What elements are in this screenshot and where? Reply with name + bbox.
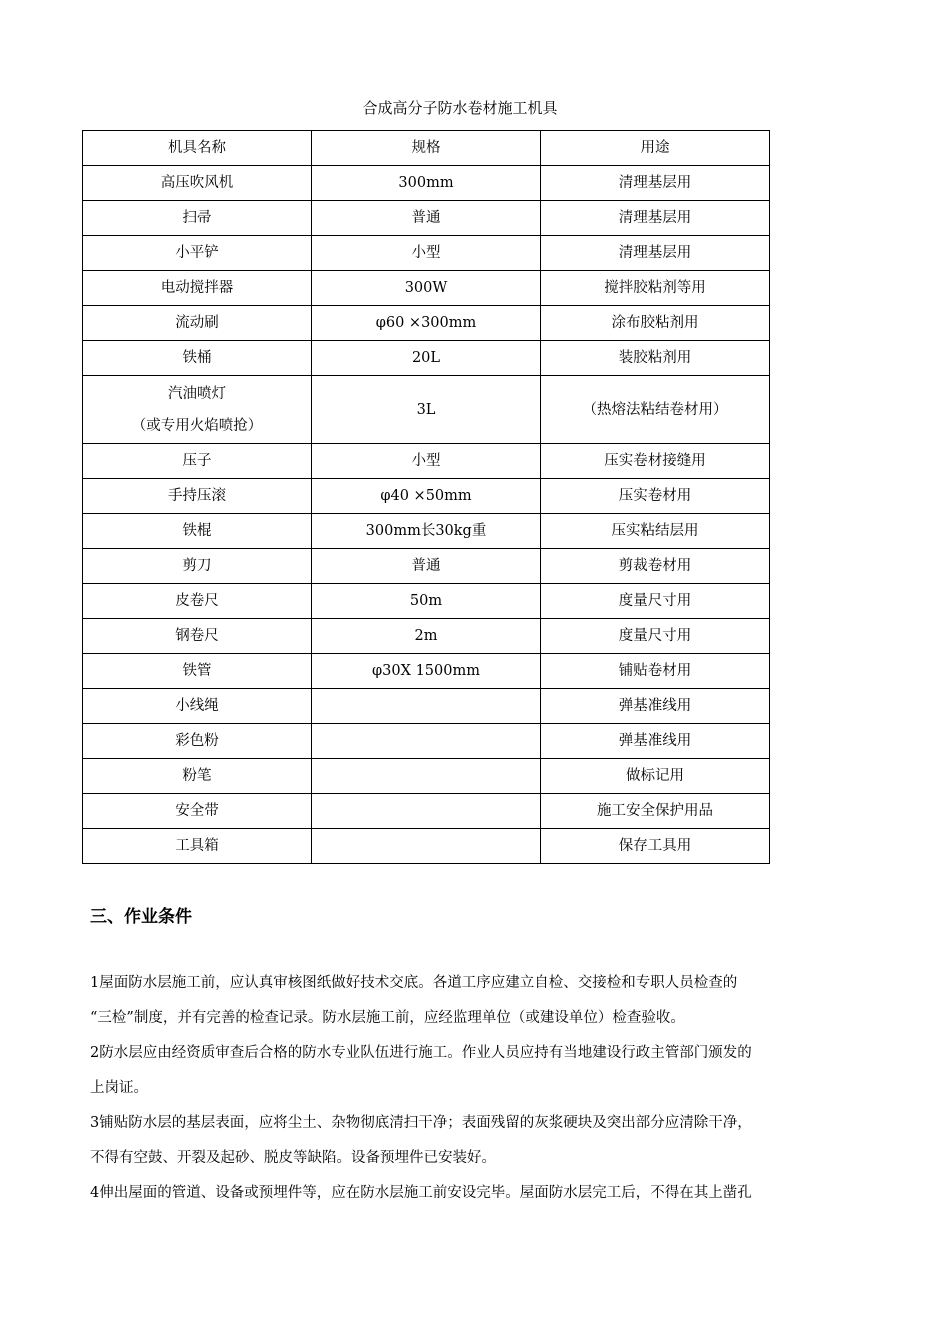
usage-cell: 清理基层用 — [541, 166, 770, 201]
usage-cell: （热熔法粘结卷材用） — [541, 376, 770, 444]
usage-cell: 做标记用 — [541, 759, 770, 794]
table-row — [83, 341, 770, 376]
spec-cell — [312, 759, 541, 794]
usage-cell: 弹基准线用 — [541, 724, 770, 759]
tool-name-cell — [83, 376, 312, 444]
spec-cell: 20L — [312, 341, 541, 376]
table-row — [83, 479, 770, 514]
table-row — [83, 376, 770, 444]
paragraph-line: 4伸出屋面的管道、设备或预埋件等，应在防水层施工前安设完毕。屋面防水层完工后，不得在其上凿孔 — [90, 1185, 752, 1201]
tool-name-cell: 小平铲 — [83, 236, 312, 271]
paragraph-2 — [90, 1036, 862, 1106]
usage-cell: 装胶粘剂用 — [541, 341, 770, 376]
header-tool-name: 机具名称 — [83, 131, 312, 166]
spec-cell: 2m — [312, 619, 541, 654]
tool-name-line-2: （或专用火焰喷抢） — [131, 417, 263, 434]
usage-cell: 清理基层用 — [541, 236, 770, 271]
section-heading: 三、作业条件 — [90, 907, 192, 927]
table-row — [83, 306, 770, 341]
usage-cell: 弹基准线用 — [541, 689, 770, 724]
tool-name-cell: 铁桶 — [83, 341, 312, 376]
tool-name-cell: 电动搅拌器 — [83, 271, 312, 306]
tool-name-cell: 铁棍 — [83, 514, 312, 549]
spec-cell: φ30X 1500mm — [312, 654, 541, 689]
spec-cell: φ60 ×300mm — [312, 306, 541, 341]
paragraph-line: 2防水层应由经资质审查后合格的防水专业队伍进行施工。作业人员应持有当地建设行政主管部门颁发的 — [90, 1045, 752, 1061]
header-usage: 用途 — [541, 131, 770, 166]
table-row — [83, 794, 770, 829]
spec-cell — [312, 724, 541, 759]
paragraph-3 — [90, 1106, 862, 1176]
usage-cell: 压实卷材用 — [541, 479, 770, 514]
tool-name-cell: 钢卷尺 — [83, 619, 312, 654]
table-row — [83, 619, 770, 654]
spec-cell: 300W — [312, 271, 541, 306]
header-spec: 规格 — [312, 131, 541, 166]
tool-name-cell: 手持压滚 — [83, 479, 312, 514]
tool-name-cell: 安全带 — [83, 794, 312, 829]
table-row — [83, 724, 770, 759]
tool-name-cell: 高压吹风机 — [83, 166, 312, 201]
spec-cell: φ40 ×50mm — [312, 479, 541, 514]
paragraph-4 — [90, 1176, 862, 1211]
usage-cell: 压实卷材接缝用 — [541, 444, 770, 479]
table-row — [83, 444, 770, 479]
table-row — [83, 584, 770, 619]
spec-cell — [312, 829, 541, 864]
table-row — [83, 166, 770, 201]
spec-cell: 小型 — [312, 236, 541, 271]
spec-cell: 300mm长30kg重 — [312, 514, 541, 549]
usage-cell: 压实粘结层用 — [541, 514, 770, 549]
table-row — [83, 689, 770, 724]
usage-cell: 保存工具用 — [541, 829, 770, 864]
table-row — [83, 759, 770, 794]
tool-name-line-1: 汽油喷灯 — [168, 385, 226, 402]
table-row — [83, 236, 770, 271]
spec-cell — [312, 794, 541, 829]
table-header-row — [83, 131, 770, 166]
spec-cell: 3L — [312, 376, 541, 444]
tools-table — [82, 130, 770, 864]
tool-name-cell: 剪刀 — [83, 549, 312, 584]
paragraph-line: 1屋面防水层施工前，应认真审核图纸做好技术交底。各道工序应建立自检、交接检和专职人员检查的 — [90, 975, 738, 991]
tool-name-cell: 工具箱 — [83, 829, 312, 864]
usage-cell: 度量尺寸用 — [541, 619, 770, 654]
tool-name-cell: 彩色粉 — [83, 724, 312, 759]
tool-name-cell: 扫帚 — [83, 201, 312, 236]
table-caption: 合成高分子防水卷材施工机具 — [362, 99, 558, 117]
table-row — [83, 549, 770, 584]
table-row — [83, 271, 770, 306]
usage-cell: 铺贴卷材用 — [541, 654, 770, 689]
table-row — [83, 514, 770, 549]
paragraph-1 — [90, 966, 862, 1036]
spec-cell: 普通 — [312, 201, 541, 236]
tool-name-cell: 粉笔 — [83, 759, 312, 794]
usage-cell: 度量尺寸用 — [541, 584, 770, 619]
paragraph-line: 3铺贴防水层的基层表面，应将尘土、杂物彻底清扫干净；表面残留的灰浆硬块及突出部分应清除干净， — [90, 1115, 752, 1131]
usage-cell: 清理基层用 — [541, 201, 770, 236]
spec-cell — [312, 689, 541, 724]
tool-name-cell: 小线绳 — [83, 689, 312, 724]
usage-cell: 搅拌胶粘剂等用 — [541, 271, 770, 306]
spec-cell: 小型 — [312, 444, 541, 479]
paragraph-line: 上岗证。 — [90, 1080, 148, 1096]
table-row — [83, 829, 770, 864]
tool-name-cell: 压子 — [83, 444, 312, 479]
spec-cell: 300mm — [312, 166, 541, 201]
table-row — [83, 654, 770, 689]
table-row — [83, 201, 770, 236]
tool-name-cell: 铁管 — [83, 654, 312, 689]
paragraph-line: 不得有空鼓、开裂及起砂、脱皮等缺陷。设备预埋件已安装好。 — [90, 1150, 496, 1166]
spec-cell: 普通 — [312, 549, 541, 584]
tool-name-cell: 流动刷 — [83, 306, 312, 341]
usage-cell: 涂布胶粘剂用 — [541, 306, 770, 341]
usage-cell: 施工安全保护用品 — [541, 794, 770, 829]
spec-cell: 50m — [312, 584, 541, 619]
paragraph-line: “三检”制度，并有完善的检查记录。防水层施工前，应经监理单位（或建设单位）检查验收。 — [90, 1010, 685, 1026]
usage-cell: 剪裁卷材用 — [541, 549, 770, 584]
tool-name-cell: 皮卷尺 — [83, 584, 312, 619]
